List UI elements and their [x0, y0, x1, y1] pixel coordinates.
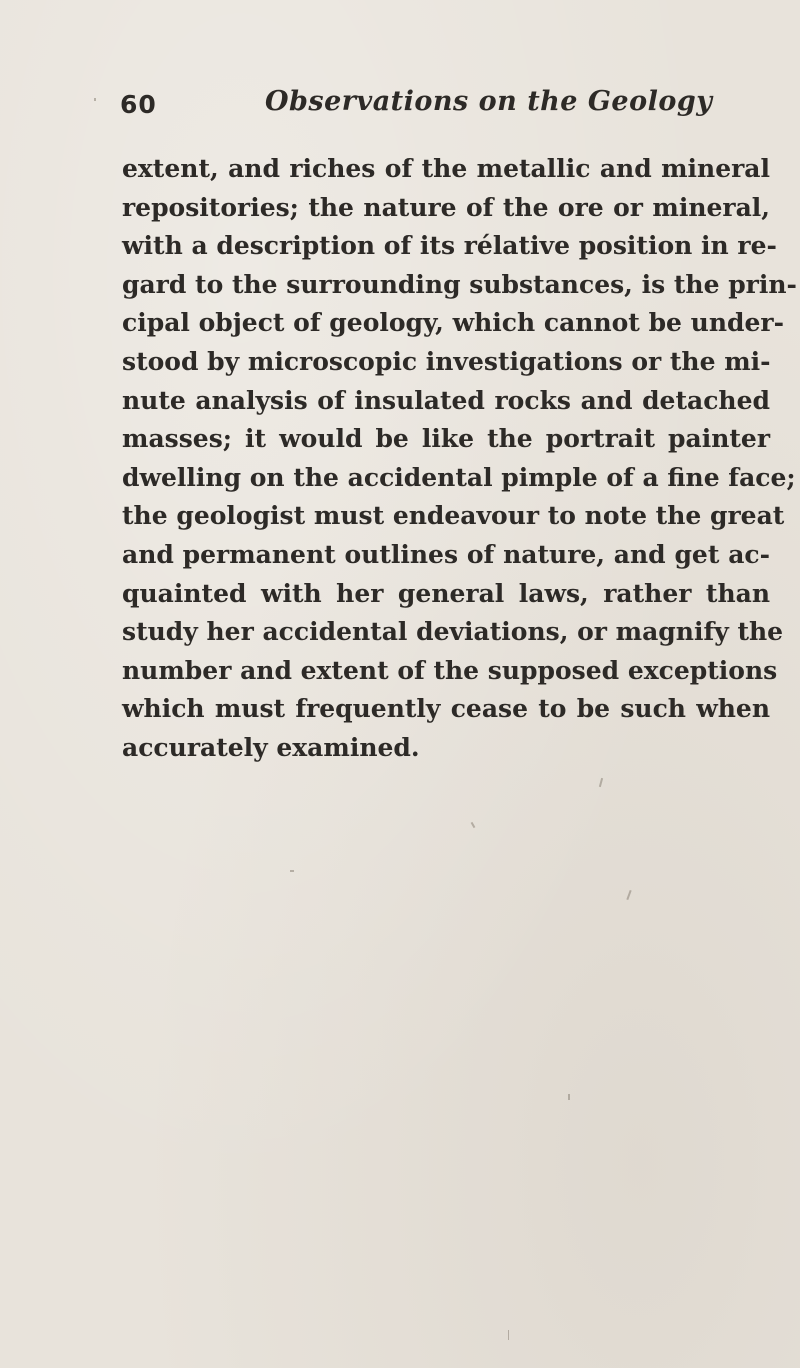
paper-speck — [290, 870, 294, 872]
text-line: and permanent outlines of nature, and get ac- — [122, 539, 770, 569]
paper-speck — [471, 822, 476, 828]
text-line: masses; it would be like the portrait painter — [122, 424, 770, 454]
paper-speck — [626, 890, 631, 900]
page-header — [120, 86, 713, 126]
text-line: repositories; the nature of the ore or mineral, — [122, 192, 770, 222]
text-line: cipal object of geology, which cannot be under- — [122, 308, 784, 338]
paper-speck — [508, 1330, 509, 1340]
text-line: dwelling on the accidental pimple of a fine face; — [122, 462, 796, 492]
text-line: gard to the surrounding substances, is the prin- — [122, 269, 797, 299]
paper-speck — [599, 778, 603, 787]
text-line: the geologist must endeavour to note the great — [122, 501, 785, 531]
paper-speck — [94, 98, 96, 101]
text-line: accurately examined. — [122, 732, 420, 762]
text-line: extent, and riches of the metallic and mineral — [122, 154, 770, 183]
running-title: Observations on the Geology — [265, 86, 713, 117]
text-line: study her accidental deviations, or magnify the — [122, 617, 784, 647]
text-line: nute analysis of insulated rocks and detached — [122, 385, 770, 415]
page-number: 60 — [120, 90, 157, 119]
body-paragraph — [122, 150, 797, 768]
text-line: quainted with her general laws, rather than — [122, 578, 770, 608]
text-line: number and extent of the supposed exceptions — [122, 655, 778, 685]
text-line: with a description of its rélative position in re- — [122, 231, 777, 261]
paper-speck — [568, 1094, 570, 1100]
text-line: which must frequently cease to be such when — [122, 694, 770, 724]
text-line: stood by microscopic investigations or the mi- — [122, 346, 771, 376]
